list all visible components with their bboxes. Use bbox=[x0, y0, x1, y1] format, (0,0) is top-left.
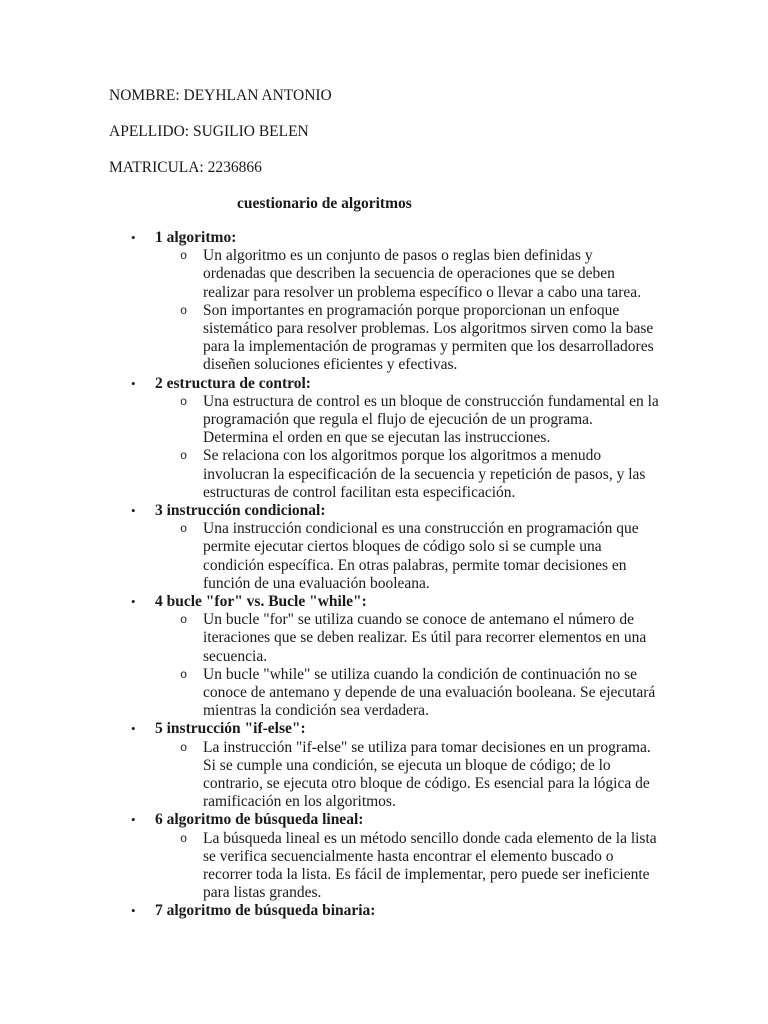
circle-bullet-icon: o bbox=[180, 667, 188, 682]
question-heading bbox=[0, 902, 768, 920]
answer-line: realizar para resolver un problema específico o llevar a cabo una tarea. bbox=[203, 283, 642, 301]
answer-line: se verifica secuencialmente hasta encontrar el elemento buscado o bbox=[203, 847, 614, 865]
answer-line: mientras la condición sea verdadera. bbox=[203, 702, 429, 720]
answer-line: conoce de antemano y depende de una evaluación booleana. Se ejecutará bbox=[203, 684, 656, 702]
question-item bbox=[0, 375, 768, 502]
question-item bbox=[0, 593, 768, 720]
answer-line: La instrucción "if-else" se utiliza para tomar decisiones en un programa. bbox=[203, 738, 651, 756]
circle-bullet-icon: o bbox=[180, 449, 188, 464]
answer-line: sistemático para resolver problemas. Los algoritmos sirven como la base bbox=[203, 320, 654, 337]
answer-line: Si se cumple una condición, se ejecuta un bloque de código; de lo bbox=[203, 756, 611, 774]
answer-line: para la implementación de programas y permiten que los desarrolladores bbox=[203, 338, 654, 356]
answer-line: ordenadas que describen la secuencia de operaciones que se deben bbox=[203, 265, 615, 283]
answer-line: Se relaciona con los algoritmos porque los algoritmos a menudo bbox=[203, 447, 602, 465]
answer-item bbox=[0, 666, 768, 721]
student-id: MATRICULA: 2236866 bbox=[109, 159, 262, 176]
circle-bullet-icon: o bbox=[180, 394, 188, 409]
question-title: 3 instrucción condicional: bbox=[155, 502, 326, 520]
answer-line: para listas grandes. bbox=[203, 884, 322, 902]
circle-bullet-icon: o bbox=[180, 249, 188, 264]
question-heading bbox=[0, 720, 768, 738]
answer-item bbox=[0, 447, 768, 502]
question-title: 6 algoritmo de búsqueda lineal: bbox=[155, 811, 364, 829]
answer-line: recorrer toda la lista. Es fácil de implementar, pero puede ser ineficiente bbox=[203, 866, 650, 884]
student-surname: APELLIDO: SUGILIO BELEN bbox=[109, 123, 309, 140]
question-list bbox=[0, 229, 768, 921]
answer-line: condición específica. En otras palabras, permite tomar decisiones en bbox=[203, 556, 627, 574]
answer-line: Una instrucción condicional es una construcción en programación que bbox=[203, 520, 639, 538]
answer-line: iteraciones que se deben realizar. Es útil para recorrer elementos en una bbox=[203, 629, 647, 647]
question-title: 1 algoritmo: bbox=[155, 229, 237, 246]
bullet-icon: • bbox=[131, 594, 136, 610]
answer-list bbox=[0, 247, 768, 374]
circle-bullet-icon: o bbox=[180, 740, 188, 755]
answer-line: función de una evaluación booleana. bbox=[203, 574, 430, 592]
answer-line: contrario, se ejecuta otro bloque de código. Es esencial para la lógica de bbox=[203, 775, 650, 793]
answer-line: Son importantes en programación porque proporcionan un enfoque bbox=[203, 301, 620, 319]
answer-line: diseñen soluciones eficientes y efectivas. bbox=[203, 356, 458, 374]
answer-list bbox=[0, 739, 768, 812]
circle-bullet-icon: o bbox=[180, 303, 188, 318]
answer-list bbox=[0, 393, 768, 502]
answer-line: Un algoritmo es un conjunto de pasos o reglas bien definidas y bbox=[203, 247, 593, 265]
bullet-icon: • bbox=[131, 503, 136, 519]
question-title: 4 bucle "for" vs. Bucle "while": bbox=[155, 593, 367, 611]
answer-line: involucran la especificación de la secuencia y repetición de pasos, y las bbox=[203, 465, 646, 483]
question-heading bbox=[0, 593, 768, 611]
answer-line: ramificación en los algoritmos. bbox=[203, 793, 396, 811]
answer-line: permite ejecutar ciertos bloques de código solo si se cumple una bbox=[203, 538, 602, 556]
answer-line: Un bucle "while" se utiliza cuando la condición de continuación no se bbox=[203, 665, 638, 683]
document-title: cuestionario de algoritmos bbox=[237, 195, 412, 212]
bullet-icon: • bbox=[131, 812, 136, 828]
answer-item bbox=[0, 830, 768, 903]
question-title: 7 algoritmo de búsqueda binaria: bbox=[155, 902, 376, 920]
circle-bullet-icon: o bbox=[180, 613, 188, 628]
question-item bbox=[0, 902, 768, 920]
question-item bbox=[0, 811, 768, 902]
answer-line: Una estructura de control es un bloque de construcción fundamental en la bbox=[203, 392, 659, 410]
answer-list bbox=[0, 830, 768, 903]
answer-item bbox=[0, 739, 768, 812]
question-item bbox=[0, 502, 768, 593]
question-title: 2 estructura de control: bbox=[155, 374, 311, 392]
answer-list bbox=[0, 611, 768, 720]
answer-item bbox=[0, 393, 768, 448]
answer-line: secuencia. bbox=[203, 647, 268, 665]
question-item bbox=[0, 720, 768, 811]
bullet-icon: • bbox=[131, 375, 136, 391]
question-heading bbox=[0, 229, 768, 247]
question-heading bbox=[0, 811, 768, 829]
question-heading bbox=[0, 375, 768, 393]
answer-item bbox=[0, 247, 768, 302]
answer-list bbox=[0, 520, 768, 593]
question-heading bbox=[0, 502, 768, 520]
answer-line: estructuras de control facilitan esta especificación. bbox=[203, 483, 516, 501]
answer-item bbox=[0, 302, 768, 375]
answer-line: La búsqueda lineal es un método sencillo donde cada elemento de la lista bbox=[203, 829, 657, 847]
question-title: 5 instrucción "if-else": bbox=[155, 720, 306, 738]
answer-item bbox=[0, 520, 768, 593]
answer-item bbox=[0, 611, 768, 666]
answer-line: Un bucle "for" se utiliza cuando se conoce de antemano el número de bbox=[203, 611, 634, 629]
bullet-icon: • bbox=[131, 230, 136, 245]
question-item bbox=[0, 229, 768, 375]
circle-bullet-icon: o bbox=[180, 522, 188, 537]
answer-line: programación que regula el flujo de ejecución de un programa. bbox=[203, 411, 593, 428]
bullet-icon: • bbox=[131, 721, 136, 737]
circle-bullet-icon: o bbox=[180, 831, 188, 846]
student-name: NOMBRE: DEYHLAN ANTONIO bbox=[109, 87, 332, 104]
answer-line: Determina el orden en que se ejecutan las instrucciones. bbox=[203, 429, 551, 447]
bullet-icon: • bbox=[131, 903, 136, 919]
